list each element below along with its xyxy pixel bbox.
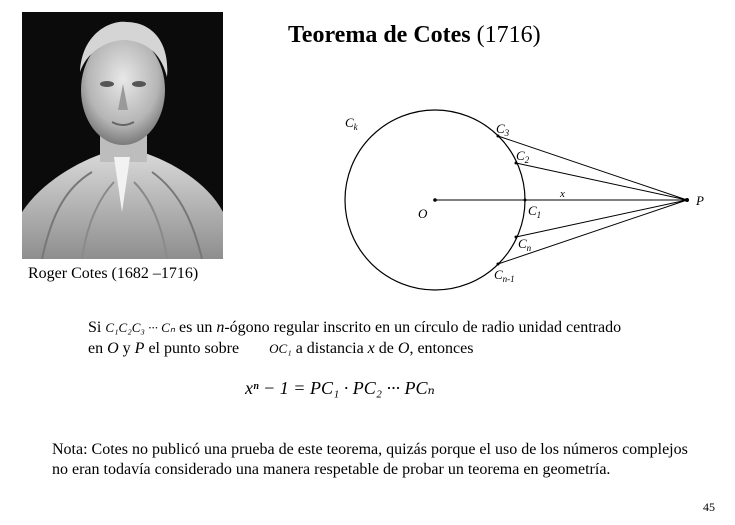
cotes-formula: xⁿ − 1 = PC₁ · PC₂ ··· PCₙ (245, 378, 435, 398)
text-segment: -ógono regular inscrito en un círculo de radio unidad centrado (224, 319, 622, 336)
text-segment: es un (179, 319, 213, 336)
var-o: O (397, 340, 410, 357)
statement-line-2 (88, 339, 473, 359)
page-number: 45 (703, 500, 715, 514)
label-cn: $C_n$ (518, 236, 532, 253)
label-p: P (696, 193, 704, 208)
var-x: x (367, 340, 375, 357)
text-segment: a distancia (295, 340, 364, 357)
label-x: x (560, 188, 565, 200)
line-cn1-p (498, 200, 687, 264)
segment-oc1: OC₁ (269, 341, 292, 356)
point-cn1 (497, 263, 500, 266)
label-c2: $C_2$ (516, 148, 530, 165)
vertices-expression: C₁C₂C₃ ··· Cₙ (105, 320, 176, 335)
point-p (685, 198, 689, 202)
bust-illustration (22, 12, 223, 259)
var-n: n (216, 319, 225, 336)
label-ck: $C_k$ (345, 115, 358, 132)
statement-line-1 (88, 318, 621, 338)
portrait-caption: Roger Cotes (1682 –1716) (28, 265, 199, 282)
text-segment: en (88, 340, 104, 357)
cotes-diagram (330, 105, 730, 295)
word-si: Si (88, 319, 102, 336)
title-text: Teorema de Cotes (288, 22, 471, 48)
text-segment: y (122, 340, 131, 357)
text-segment: el punto sobre (148, 340, 240, 357)
var-o: O (107, 340, 119, 357)
title-year: (1716) (476, 22, 541, 48)
note-paragraph: Nota: Cotes no publicó una prueba de este teorema, quizás porque el uso de los números complejos no eran todavía considerado una manera respetable de probar un teorema en geometría. (52, 441, 688, 478)
var-p: P (134, 340, 145, 357)
label-cn1: $C_{n-1}$ (494, 267, 515, 284)
line-c3-p (498, 136, 687, 200)
label-c1: $C_1$ (528, 203, 542, 220)
slide-title (288, 22, 541, 49)
line-cn-p (516, 200, 687, 237)
point-c1 (524, 199, 527, 202)
label-c3: $C_3$ (496, 121, 510, 138)
portrait-image (22, 12, 223, 259)
point-o (433, 198, 437, 202)
text-segment: de (378, 340, 394, 357)
label-o: O (418, 206, 428, 221)
text-segment: , entonces (409, 340, 474, 357)
line-c2-p (516, 163, 687, 200)
